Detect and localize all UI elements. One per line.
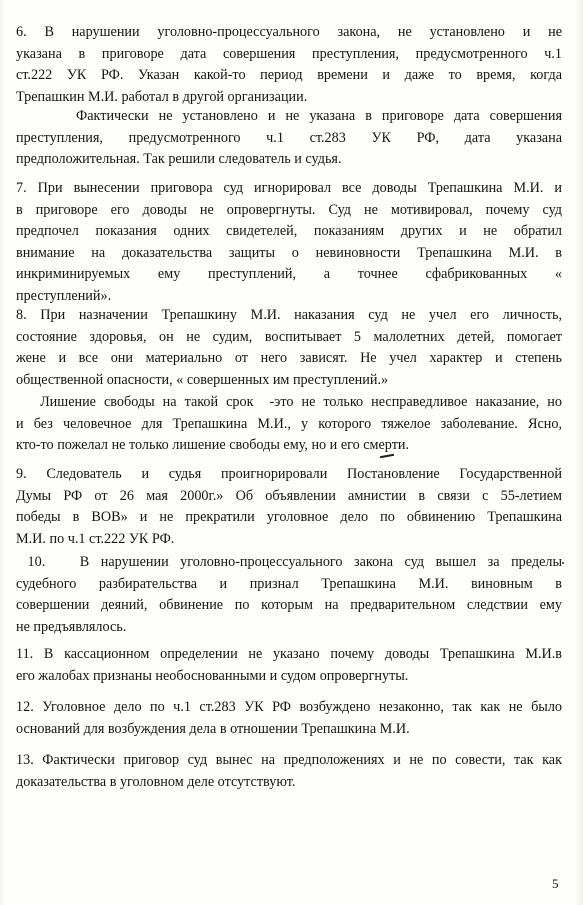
paragraph-10 (16, 552, 562, 638)
text-line: победы в ВОВ» и не прекратили уголовное дело по обвинению Трепашкина (16, 509, 562, 525)
text-line: доказательства в уголовном деле отсутствуют. (16, 773, 296, 790)
text-line: преступления, предусмотренного ч.1 ст.283 УК РФ, дата указана (16, 129, 562, 146)
text-line: Думы РФ от 26 мая 2000г.» Об объявлении амнистии в связи с 55-летием (16, 487, 562, 504)
text-line: ст.222 УК РФ. Указан какой-то период времени и даже то время, когда (16, 67, 562, 83)
text-line: Фактически не установлено и не указана в приговоре дата совершения (16, 108, 562, 124)
text-line: 13. Фактически приговор суд вынес на предположениях и не по совести, так как (16, 752, 562, 768)
paragraph-11 (16, 644, 562, 687)
text-line: 7. При вынесении приговора суд игнорировал все доводы Трепашкина М.И. и (16, 180, 562, 196)
text-line: 12. Уголовное дело по ч.1 ст.283 УК РФ возбуждено незаконно, так как не было (16, 699, 562, 715)
text-line: 10. В нарушении уголовно-процессуального закона суд вышел за пределы (16, 554, 562, 570)
text-line: внимание на доказательства защиты о невиновности Трепашкина М.И. в (16, 244, 562, 261)
text-line: жене и все они материально от него зависят. Не учел характер и степень (16, 350, 562, 366)
text-line: преступлений». (16, 287, 112, 304)
text-line: инкриминируемых ему преступлений, а точнее сфабрикованных « (16, 266, 562, 282)
text-line: 8. При назначении Трепашкину М.И. наказания суд не учел его личность, (16, 307, 562, 323)
paragraph-12 (16, 697, 562, 740)
text-line: указана в приговоре дата совершения преступления, предусмотренного ч.1 (16, 45, 562, 62)
text-line: судебного разбирательства и признал Трепашкина М.И. виновным в (16, 575, 562, 592)
text-line: М.И. по ч.1 ст.222 УК РФ. (16, 530, 175, 547)
paragraph-6 (16, 22, 562, 108)
text-line: состояние здоровья, он не судим, воспитывает 5 малолетних детей, помогает (16, 328, 562, 345)
text-line: и без человечное для Трепашкина М.И., у которого тяжелое заболевание. Ясно, (16, 415, 562, 432)
scan-speck (562, 562, 564, 564)
text-line: 11. В кассационном определении не указано почему доводы Трепашкина М.И.в (16, 646, 562, 662)
text-line: 6. В нарушении уголовно-процессуального закона, не установлено и не (16, 24, 562, 40)
text-line: кто-то пожелал не только лишение свободы ему, но и его смерти. (16, 437, 410, 453)
text-line: предпочел показания одних свидетелей, показаниям других и не обратил (16, 223, 562, 239)
page-number: 5 (552, 876, 559, 891)
text-line: Лишение свободы на такой срок -это не только несправедливое наказание, но (16, 394, 562, 410)
text-line: его жалобах признаны необоснованными и судом опровергнуты. (16, 667, 409, 684)
paragraph-6-continuation (16, 106, 562, 171)
paragraph-13 (16, 750, 562, 793)
text-line: предположительная. Так решили следователь и судья. (16, 151, 342, 167)
text-line: оснований для возбуждения дела в отношении Трепашкина М.И. (16, 720, 410, 737)
text-line: совершении деяний, обвинение по которым на предварительном следствии ему (16, 597, 562, 613)
text-line: не предъявлялось. (16, 618, 127, 635)
text-line: в приговоре его доводы не опровергнуты. Суд не мотивировал, почему суд (16, 201, 562, 218)
paragraph-9 (16, 464, 562, 550)
text-line: 9. Следователь и судья проигнорировали Постановление Государственной (16, 466, 562, 482)
paragraph-8 (16, 305, 562, 391)
paragraph-8-continuation (16, 392, 562, 457)
paragraph-7 (16, 178, 562, 307)
text-line: общественной опасности, « совершенных им преступлений.» (16, 371, 389, 388)
text-line: Трепашкин М.И. работал в другой организации. (16, 88, 308, 105)
